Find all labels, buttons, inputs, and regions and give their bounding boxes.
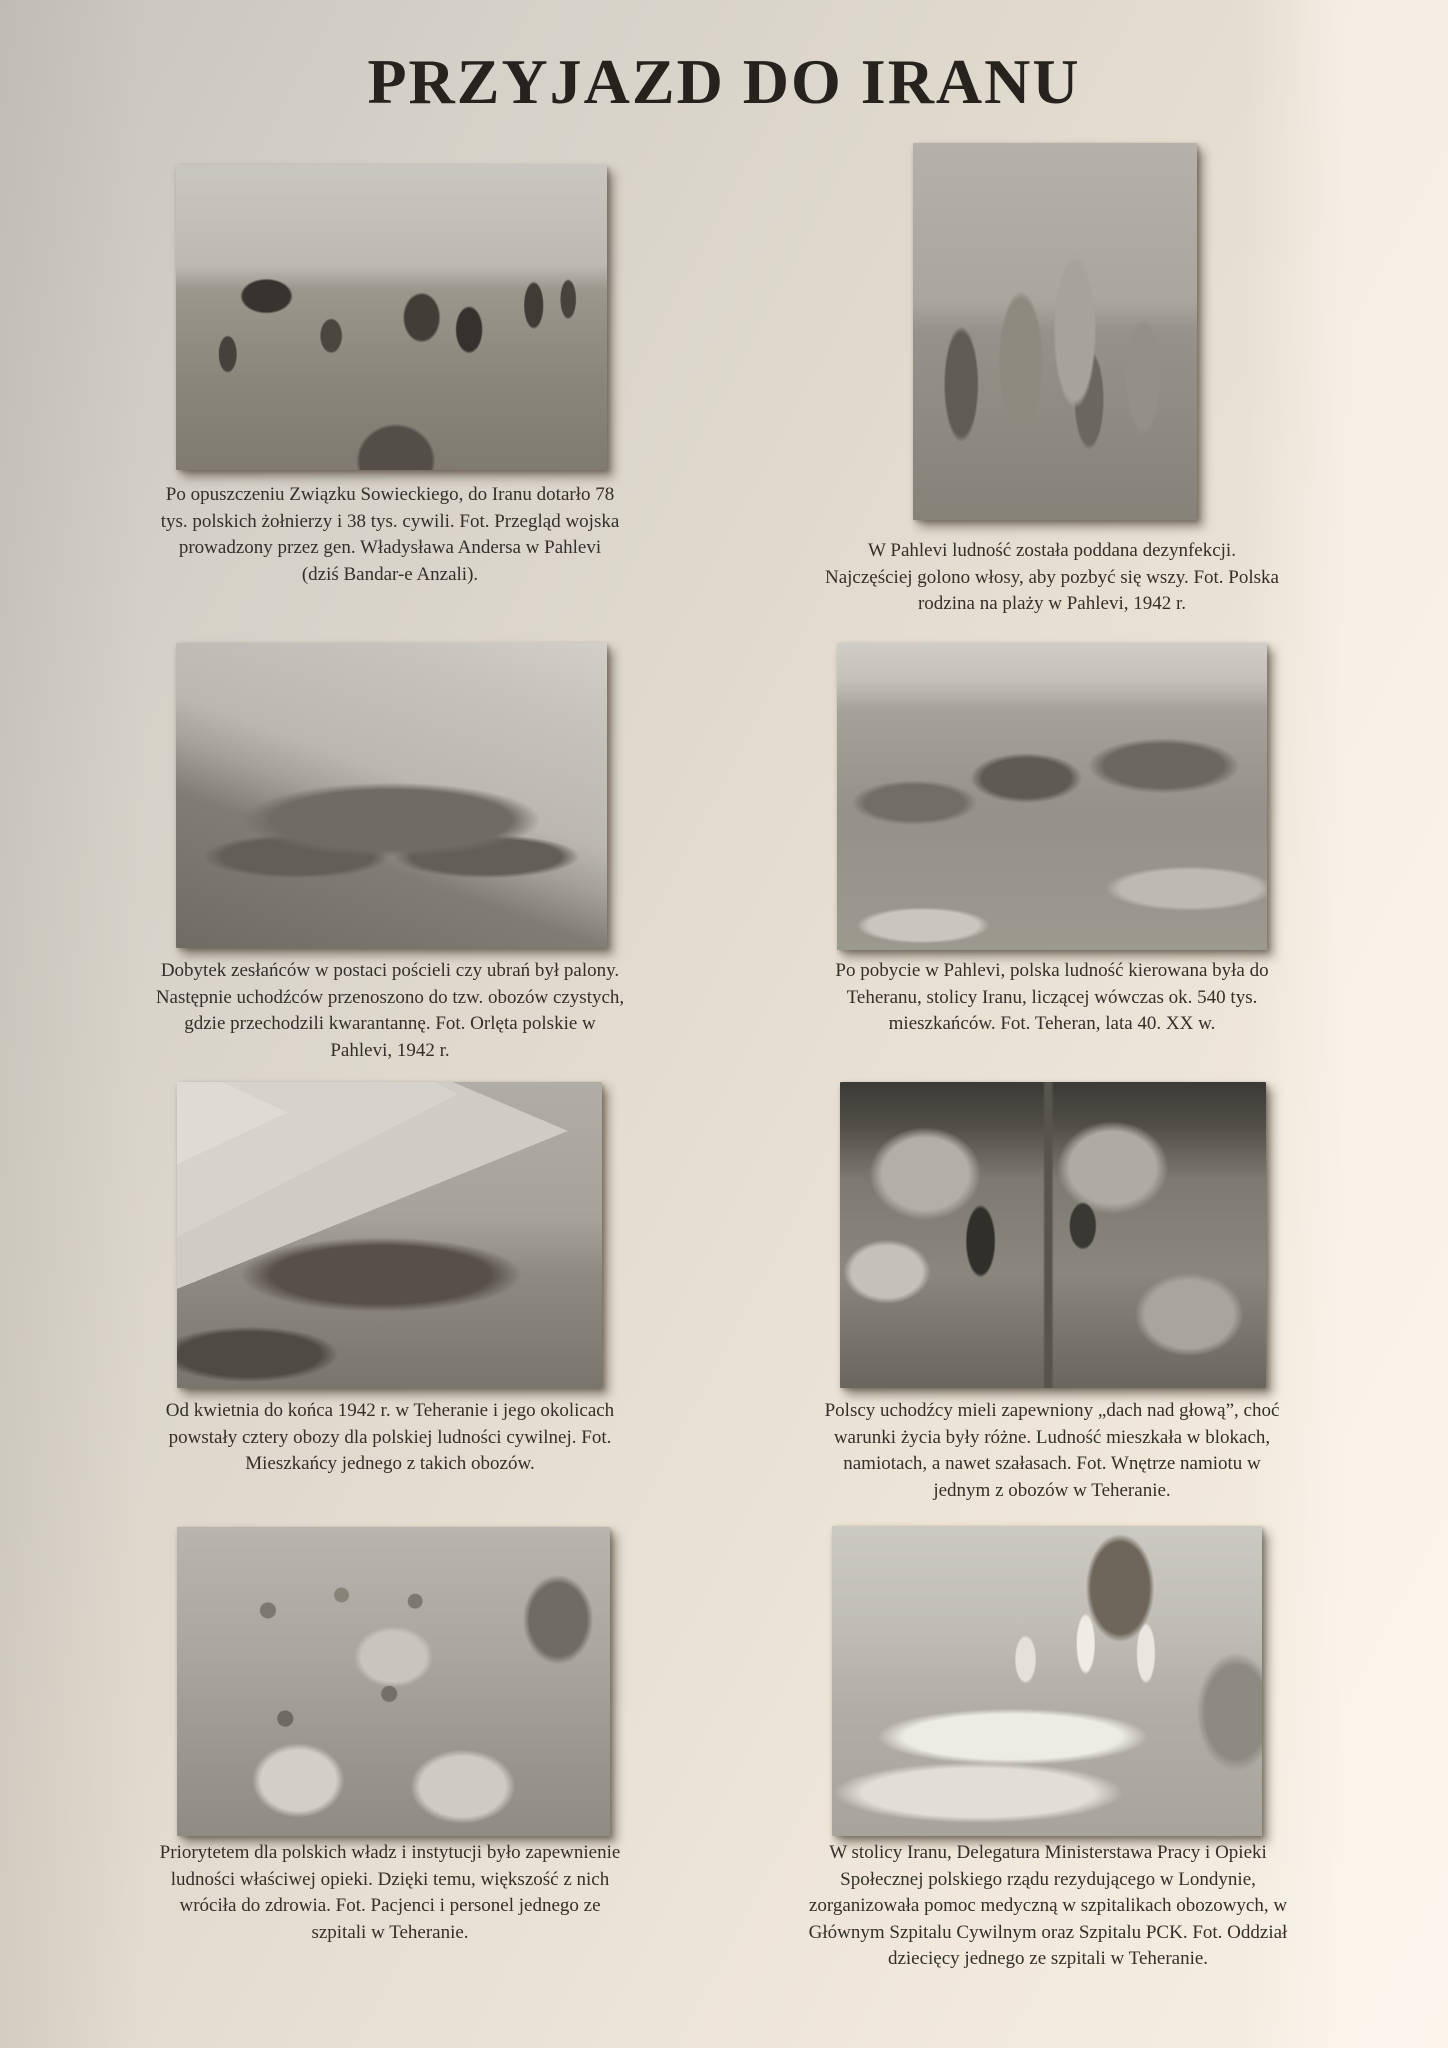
photo-caption: Priorytetem dla polskich władz i instytucji było zapewnienie ludności właściwej opieki. Dzięki temu, większość z nich wróciła do zdrowia. Fot. Pacjenci i personel jednego ze szpitali w Teheranie. [159, 1842, 621, 1943]
photo-caption: Po opuszczeniu Związku Sowieckiego, do Iranu dotarło 78 tys. polskich żołnierzy i 38 tys. cywili. Fot. Przegląd wojska prowadzony przez gen. Władysława Andersa w Pahlevi (dziś Bandar-e Anzali). [160, 484, 620, 585]
photo-caption: W Pahlevi ludność została poddana dezynfekcji. Najczęściej golono włosy, aby pozbyć się wszy. Fot. Polska rodzina na plaży w Pahlevi, 1942 r. [825, 540, 1279, 614]
photo-patients-group [177, 1527, 610, 1836]
photo-tehran-panorama [837, 643, 1267, 950]
photo-caption: Po pobycie w Pahlevi, polska ludność kierowana była do Teheranu, stolicy Iranu, liczącej wówczas ok. 540 tys. mieszkańców. Fot. Teheran, lata 40. XX w. [835, 960, 1269, 1034]
photo-caption: Dobytek zesłańców w postaci pościeli czy ubrań był palony. Następnie uchodźców przenoszono do tzw. obozów czystych, gdzie przechodzili kwarantannę. Fot. Orlęta polskie w Pahlevi, 1942 r. [155, 960, 625, 1061]
photo-caption: Polscy uchodźcy mieli zapewniony „dach nad głową”, choć warunki życia były różne. Ludność mieszkała w blokach, namiotach, a nawet szałasach. Fot. Wnętrze namiotu w jednym z obozów w Teheranie. [824, 1400, 1280, 1501]
photo-tent-interior [840, 1082, 1266, 1388]
photo-caption: Od kwietnia do końca 1942 r. w Teheranie i jego okolicach powstały cztery obozy dla polskiej ludności cywilnej. Fot. Mieszkańcy jednego z takich obozów. [165, 1400, 615, 1474]
photo-children-group-pahlevi [176, 643, 607, 948]
page-title: PRZYJAZD DO IRANU [367, 46, 1081, 117]
photo-camp-tents-group [177, 1082, 602, 1388]
photo-caption: W stolicy Iranu, Delegatura Ministerstawa Pracy i Opieki Społecznej polskiego rządu rezydującego w Londynie, zorganizowała pomoc medyczną w szpitalikach obozowych, w Głównym Szpitalu Cywilnym oraz Szpitalu PCK. Fot. Oddział dziecięcy jednego ze szpitali w Teheranie. [808, 1842, 1288, 1969]
photo-family-pahlevi-beach [913, 143, 1197, 520]
photo-troops-review-beach [176, 165, 607, 470]
photo-hospital-ward [832, 1526, 1262, 1836]
